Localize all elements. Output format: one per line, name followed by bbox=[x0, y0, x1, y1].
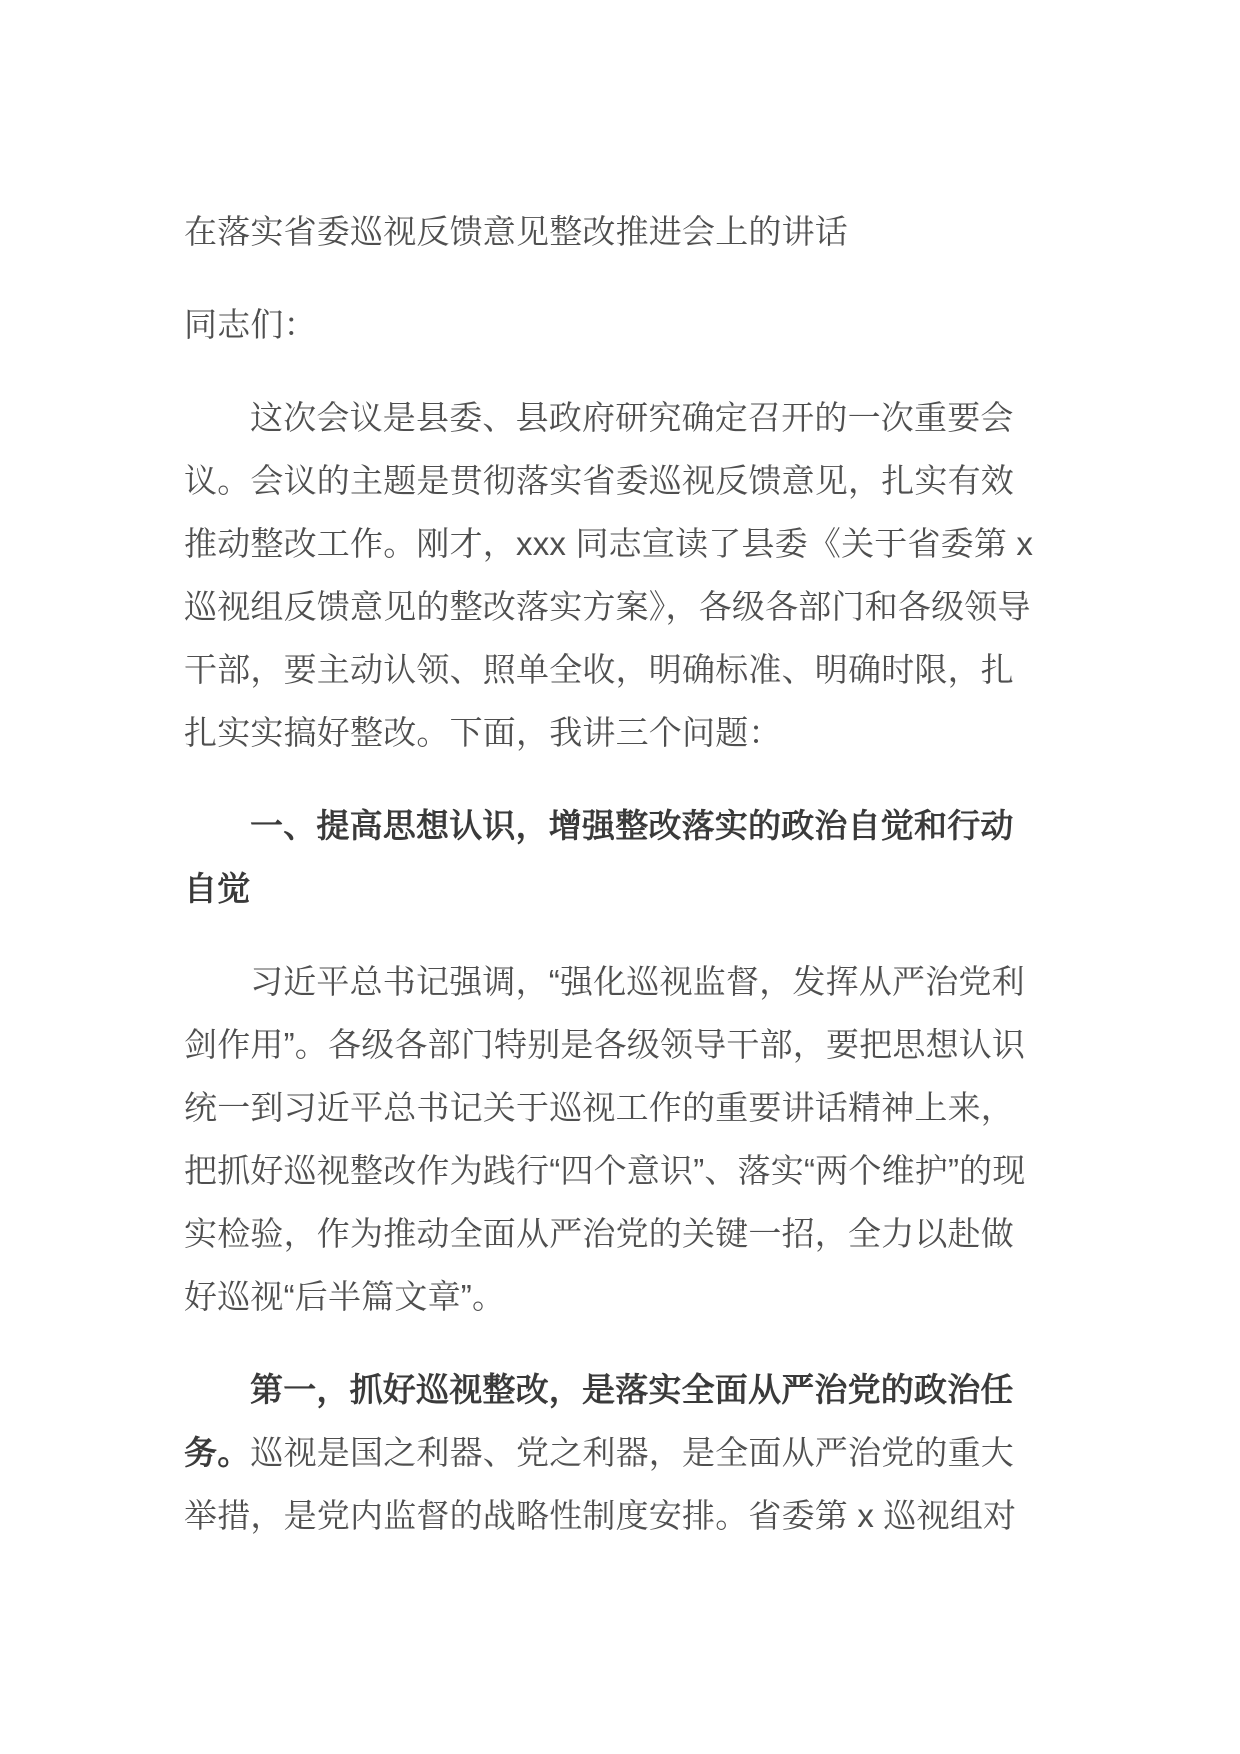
point-1-lead-sentence: 第一，抓好巡视整改，是落实全面从严治党的政治任务。 bbox=[184, 1371, 1014, 1471]
intro-paragraph: 这次会议是县委、县政府研究确定召开的一次重要会议。会议的主题是贯彻落实省委巡视反馈意见，扎实有效推动整改工作。刚才，xxx 同志宣读了县委《关于省委第 x 巡视组反馈意见的整改落实方案》，各级各部门和各级领导干部，要主动认领、照单全收，明确标准、明确时限，扎扎实实搞好整改。下面，我讲三个问题： bbox=[184, 399, 1034, 751]
awareness-paragraph: 习近平总书记强调，“强化巡视监督，发挥从严治党利剑作用”。各级各部门特别是各级领导干部，要把思想认识统一到习近平总书记关于巡视工作的重要讲话精神上来，把抓好巡视整改作为践行“四个意识”、落实“两个维护”的现实检验，作为推动全面从严治党的关键一招，全力以赴做好巡视“后半篇文章”。 bbox=[184, 963, 1026, 1315]
document-body bbox=[184, 200, 1034, 1547]
document-title: 在落实省委巡视反馈意见整改推进会上的讲话 bbox=[184, 213, 848, 250]
point-1-paragraph bbox=[184, 1358, 1034, 1547]
salutation-line: 同志们： bbox=[184, 306, 317, 343]
section-1-heading: 一、提高思想认识，增强整改落实的政治自觉和行动自觉 bbox=[184, 807, 1014, 907]
point-1-body-text: 巡视是国之利器、党之利器，是全面从严治党的重大举措，是党内监督的战略性制度安排。省委第 x 巡视组对 bbox=[184, 1434, 1017, 1534]
